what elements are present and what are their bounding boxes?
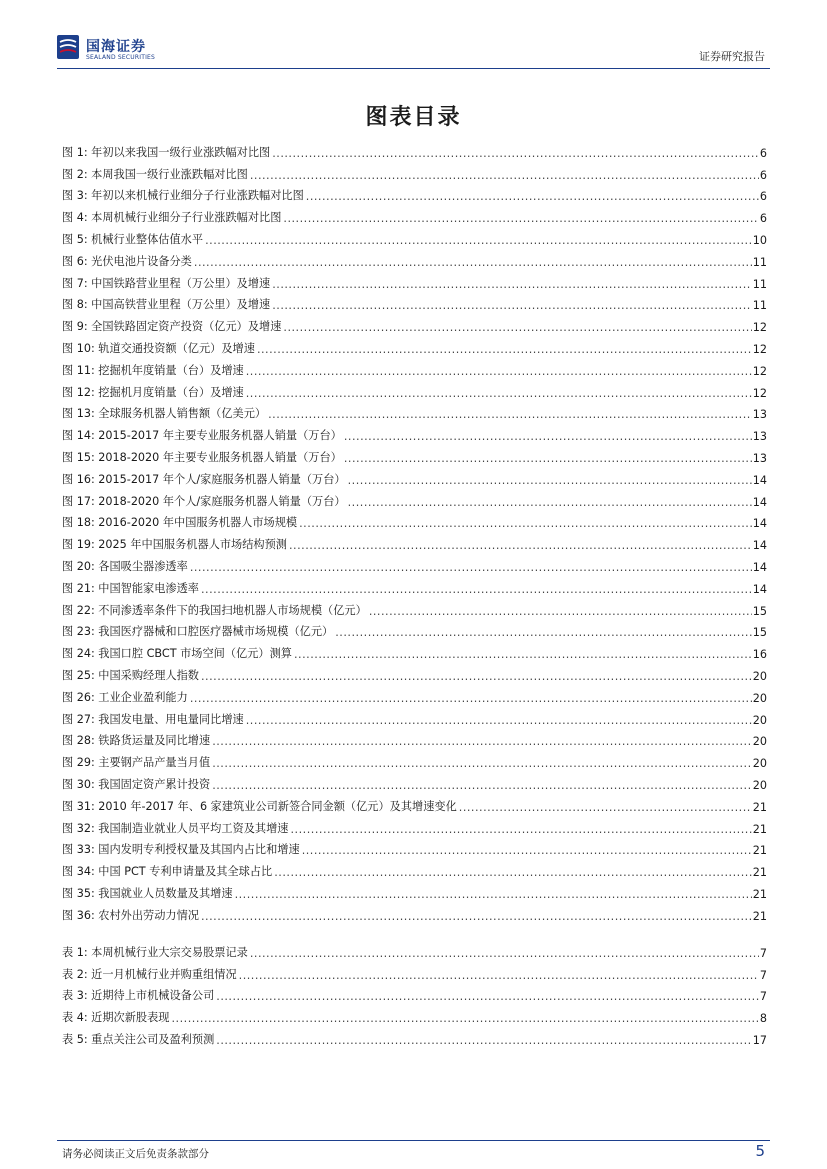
dot-leader [246,387,752,400]
entry-title: 表 2: 近一月机械行业并购重组情况 [62,967,237,981]
entry-title: 图 14: 2015-2017 年主要专业服务机器人销量（万台） [62,429,342,443]
entry-title: 图 2: 本周我国一级行业涨跌幅对比图 [62,167,248,181]
figure-toc-entry[interactable] [62,138,767,160]
entry-page-number: 14 [752,517,767,531]
entry-page-number: 13 [752,430,767,444]
entry-page-number: 12 [752,342,767,356]
dot-leader [299,517,752,530]
entry-title: 图 29: 主要钢产品产量当月值 [62,756,211,770]
entry-title: 图 1: 年初以来我国一级行业涨跌幅对比图 [62,145,271,159]
entry-page-number: 15 [752,626,767,640]
entry-page-number: 6 [759,190,767,204]
figure-toc-entry[interactable] [62,727,767,749]
figure-toc-entry[interactable] [62,334,767,356]
entry-title: 表 3: 近期待上市机械设备公司 [62,989,215,1003]
entry-title: 图 20: 各国吸尘器渗透率 [62,559,188,573]
entry-page-number: 6 [759,168,767,182]
figure-toc-entry[interactable] [62,443,767,465]
figure-toc-entry[interactable] [62,596,767,618]
figure-toc-entry[interactable] [62,400,767,422]
entry-page-number: 10 [752,233,767,247]
figure-toc-entry[interactable] [62,203,767,225]
entry-title: 图 19: 2025 年中国服务机器人市场结构预测 [62,538,287,552]
dot-leader [212,779,752,792]
entry-page-number: 8 [759,1012,767,1026]
entry-page-number: 11 [752,277,767,291]
dot-leader [201,670,752,683]
figure-toc-entry[interactable] [62,421,767,443]
dot-leader [344,452,752,465]
footer-divider [57,1140,770,1141]
entry-title: 图 8: 中国高铁营业里程（万公里）及增速 [62,298,271,312]
entry-title: 图 31: 2010 年-2017 年、6 家建筑业公司新签合同金额（亿元）及其增速变化 [62,799,457,813]
dot-leader [283,321,751,334]
entry-page-number: 15 [752,604,767,618]
dot-leader [302,844,752,857]
entry-title: 图 34: 中国 PCT 专利申请量及其全球占比 [62,865,273,879]
sealand-logo-icon [57,35,79,59]
entry-page-number: 14 [752,495,767,509]
dot-leader [201,910,752,923]
entry-page-number: 7 [759,946,767,960]
figure-toc-entry[interactable] [62,247,767,269]
figure-toc-entry[interactable] [62,857,767,879]
page-number: 5 [755,1142,765,1160]
table-toc-entry[interactable] [62,960,767,982]
table-toc-entry[interactable] [62,1003,767,1025]
entry-title: 图 28: 铁路货运量及同比增速 [62,734,211,748]
figure-toc-entry[interactable] [62,683,767,705]
dot-leader [201,583,752,596]
figure-toc-entry[interactable] [62,182,767,204]
entry-title: 表 1: 本周机械行业大宗交易股票记录 [62,945,248,959]
entry-title: 图 3: 年初以来机械行业细分子行业涨跌幅对比图 [62,189,304,203]
entry-page-number: 20 [752,735,767,749]
disclaimer-note: 请务必阅读正文后免责条款部分 [62,1148,209,1160]
entry-page-number: 21 [752,822,767,836]
logo-english-name: SEALAND SECURITIES [86,54,156,61]
entry-title: 图 10: 轨道交通投资额（亿元）及增速 [62,341,255,355]
figure-toc-entry[interactable] [62,661,767,683]
entry-page-number: 12 [752,321,767,335]
figure-toc-entry[interactable] [62,618,767,640]
figure-toc-entry[interactable] [62,836,767,858]
entry-title: 图 6: 光伏电池片设备分类 [62,254,192,268]
figure-toc-entry[interactable] [62,748,767,770]
dot-leader [291,823,752,836]
figure-toc-entry[interactable] [62,552,767,574]
entry-page-number: 13 [752,408,767,422]
tables-index [62,938,767,1047]
entry-page-number: 20 [752,778,767,792]
entry-title: 表 4: 近期次新股表现 [62,1011,170,1025]
figure-toc-entry[interactable] [62,465,767,487]
dot-leader [212,735,752,748]
entry-title: 图 24: 我国口腔 CBCT 市场空间（亿元）测算 [62,647,292,661]
dot-leader [190,561,752,574]
entry-title: 表 5: 重点关注公司及盈利预测 [62,1032,215,1046]
entry-title: 图 11: 挖掘机年度销量（台）及增速 [62,363,244,377]
entry-page-number: 13 [752,451,767,465]
entry-page-number: 17 [752,1033,767,1047]
entry-page-number: 6 [759,212,767,226]
figure-toc-entry[interactable] [62,814,767,836]
entry-title: 图 23: 我国医疗器械和口腔医疗器械市场规模（亿元） [62,625,334,639]
dot-leader [257,343,752,356]
page-title: 图表目录 [365,105,462,130]
logo-chinese-name: 国海证券 [86,39,146,55]
dot-leader [239,969,759,982]
figures-index [62,138,767,923]
dot-leader [246,365,752,378]
entry-page-number: 21 [752,800,767,814]
figure-toc-entry[interactable] [62,879,767,901]
entry-title: 图 9: 全国铁路固定资产投资（亿元）及增速 [62,320,282,334]
figure-toc-entry[interactable] [62,291,767,313]
figure-toc-entry[interactable] [62,574,767,596]
entry-title: 图 18: 2016-2020 年中国服务机器人市场规模 [62,516,298,530]
dot-leader [348,474,752,487]
entry-page-number: 7 [759,968,767,982]
entry-page-number: 11 [752,255,767,269]
figure-toc-entry[interactable] [62,792,767,814]
table-toc-entry[interactable] [62,1025,767,1047]
dot-leader [348,496,752,509]
figure-toc-entry[interactable] [62,530,767,552]
entry-title: 图 15: 2018-2020 年主要专业服务机器人销量（万台） [62,450,342,464]
entry-page-number: 7 [759,990,767,1004]
dot-leader [216,990,759,1003]
figure-toc-entry[interactable] [62,705,767,727]
dot-leader [306,190,759,203]
entry-page-number: 14 [752,582,767,596]
header-divider [57,68,770,69]
table-toc-entry[interactable] [62,938,767,960]
entry-page-number: 11 [752,299,767,313]
entry-page-number: 21 [752,866,767,880]
entry-page-number: 12 [752,364,767,378]
figure-toc-entry[interactable] [62,639,767,661]
entry-page-number: 16 [752,648,767,662]
figure-toc-entry[interactable] [62,509,767,531]
figure-toc-entry[interactable] [62,487,767,509]
dot-leader [274,866,752,879]
entry-title: 图 17: 2018-2020 年个人/家庭服务机器人销量（万台） [62,494,346,508]
figure-toc-entry[interactable] [62,378,767,400]
dot-leader [250,169,759,182]
dot-leader [272,299,752,312]
entry-title: 图 36: 农村外出劳动力情况 [62,908,199,922]
entry-page-number: 20 [752,669,767,683]
dot-leader [294,648,752,661]
page-header [0,0,827,72]
dot-leader [289,539,752,552]
entry-title: 图 13: 全球服务机器人销售额（亿美元） [62,407,267,421]
entry-page-number: 6 [759,146,767,160]
report-type-label: 证券研究报告 [699,50,765,63]
entry-title: 图 21: 中国智能家电渗透率 [62,581,199,595]
entry-page-number: 21 [752,887,767,901]
dot-leader [283,212,758,225]
entry-page-number: 20 [752,757,767,771]
dot-leader [246,714,752,727]
figure-toc-entry[interactable] [62,160,767,182]
entry-title: 图 7: 中国铁路营业里程（万公里）及增速 [62,276,271,290]
entry-page-number: 20 [752,713,767,727]
dot-leader [335,626,752,639]
entry-title: 图 22: 不同渗透率条件下的我国扫地机器人市场规模（亿元） [62,603,367,617]
figure-toc-entry[interactable] [62,269,767,291]
dot-leader [272,278,752,291]
figure-toc-entry[interactable] [62,901,767,923]
entry-title: 图 27: 我国发电量、用电量同比增速 [62,712,244,726]
entry-page-number: 21 [752,909,767,923]
entry-title: 图 16: 2015-2017 年个人/家庭服务机器人销量（万台） [62,472,346,486]
entry-title: 图 4: 本周机械行业细分子行业涨跌幅对比图 [62,211,282,225]
dot-leader [459,801,752,814]
entry-title: 图 33: 国内发明专利授权量及其国内占比和增速 [62,843,300,857]
figure-toc-entry[interactable] [62,356,767,378]
table-toc-entry[interactable] [62,982,767,1004]
entry-title: 图 12: 挖掘机月度销量（台）及增速 [62,385,244,399]
figure-toc-entry[interactable] [62,312,767,334]
dot-leader [268,408,752,421]
dot-leader [272,147,759,160]
dot-leader [205,234,752,247]
entry-page-number: 20 [752,691,767,705]
dot-leader [235,888,752,901]
dot-leader [212,757,752,770]
entry-title: 图 26: 工业企业盈利能力 [62,690,188,704]
dot-leader [216,1034,751,1047]
entry-title: 图 30: 我国固定资产累计投资 [62,777,211,791]
entry-page-number: 21 [752,844,767,858]
dot-leader [190,692,752,705]
entry-title: 图 35: 我国就业人员数量及其增速 [62,886,233,900]
dot-leader [250,947,759,960]
entry-page-number: 14 [752,473,767,487]
dot-leader [344,430,752,443]
dot-leader [194,256,752,269]
company-logo [57,35,187,67]
entry-page-number: 14 [752,560,767,574]
dot-leader [369,605,752,618]
entry-title: 图 5: 机械行业整体估值水平 [62,232,204,246]
figure-toc-entry[interactable] [62,225,767,247]
figure-toc-entry[interactable] [62,770,767,792]
entry-title: 图 32: 我国制造业就业人员平均工资及其增速 [62,821,289,835]
entry-page-number: 14 [752,539,767,553]
entry-title: 图 25: 中国采购经理人指数 [62,668,199,682]
entry-page-number: 12 [752,386,767,400]
dot-leader [172,1012,759,1025]
